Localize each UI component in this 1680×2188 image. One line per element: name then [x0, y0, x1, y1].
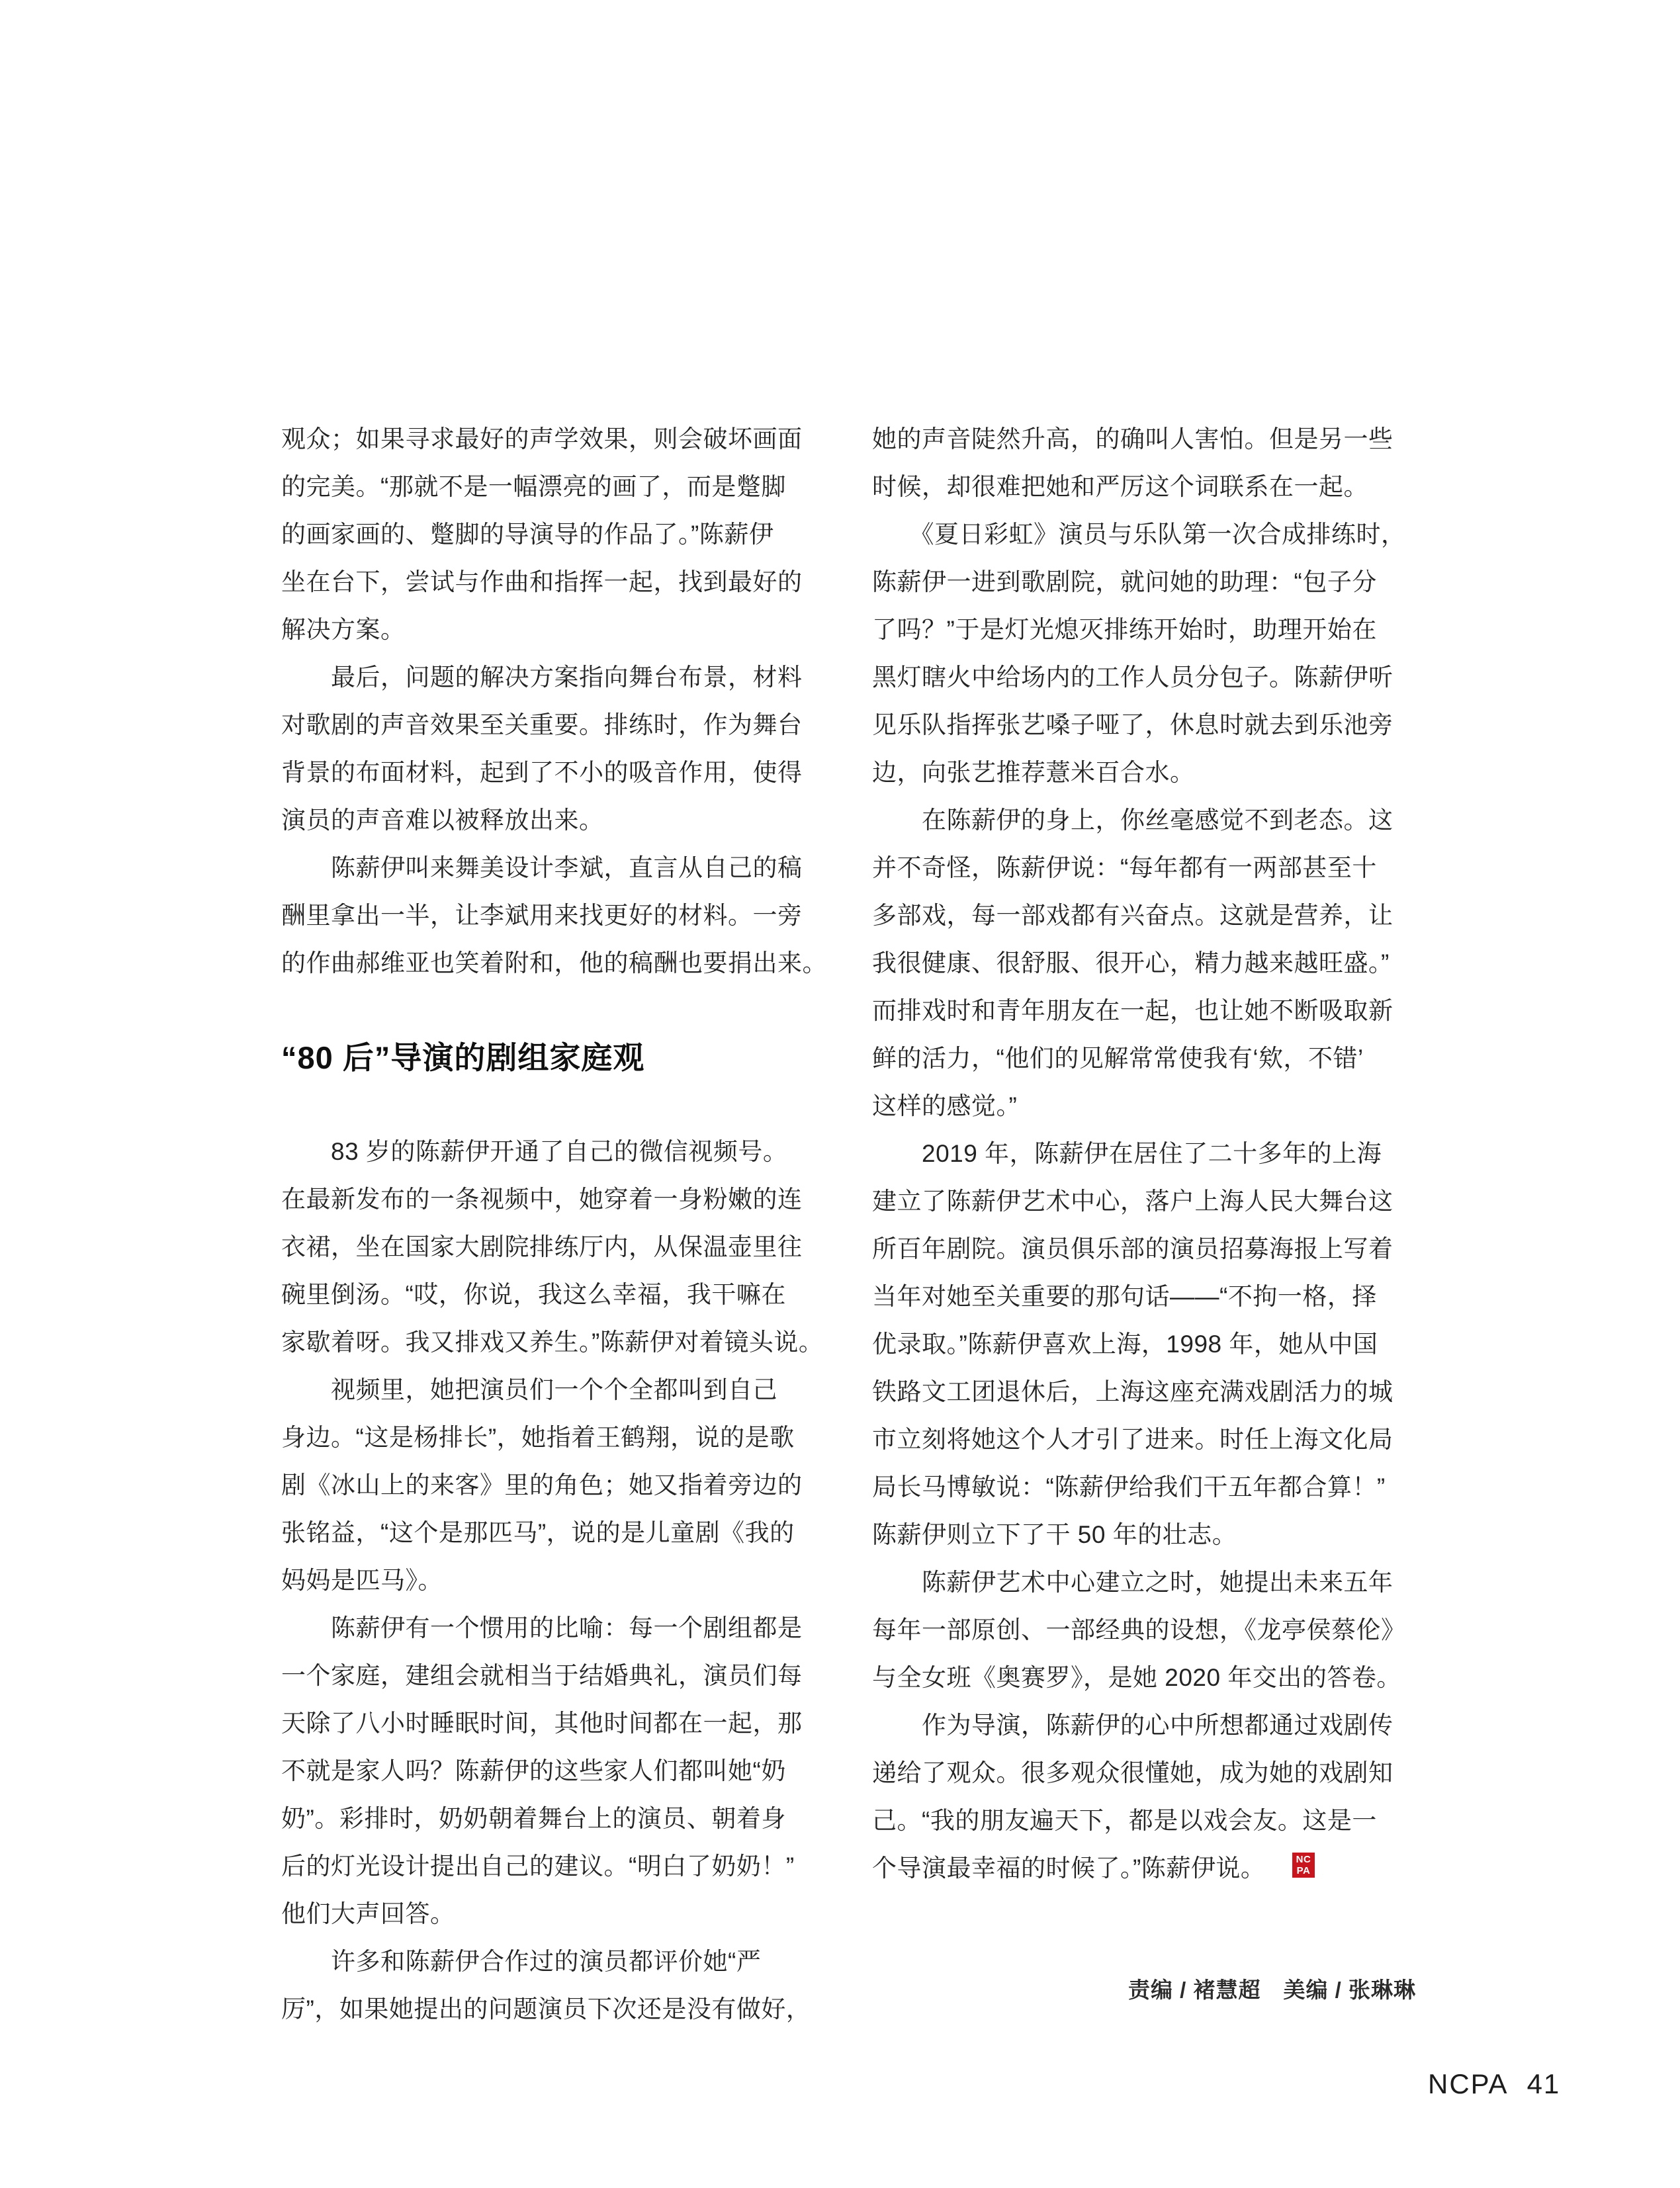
- text-line: 陈薪伊艺术中心建立之时，她提出未来五年: [872, 1569, 1393, 1596]
- text-line: 鲜的活力，“他们的见解常常使我有‘欸，不错’: [872, 1045, 1364, 1072]
- text-line: 每年一部原创、一部经典的设想，《龙亭侯蔡伦》: [872, 1616, 1406, 1643]
- page-number: 41: [1526, 2068, 1561, 2099]
- text-line: 坐在台下，尝试与作曲和指挥一起，找到最好的: [281, 568, 803, 595]
- text-line: 2019 年，陈薪伊在居住了二十多年的上海: [872, 1140, 1382, 1167]
- text-line: 递给了观众。很多观众很懂她，成为她的戏剧知: [872, 1759, 1393, 1786]
- text-line: 陈薪伊有一个惯用的比喻：每一个剧组都是: [281, 1614, 803, 1641]
- text-line: 最后，问题的解决方案指向舞台布景，材料: [281, 664, 803, 691]
- page-footer: [1428, 2068, 1560, 2100]
- text-line: 我很健康、很舒服、很开心，精力越来越旺盛。”: [872, 949, 1390, 977]
- text-line: 当年对她至关重要的那句话——“不拘一格，择: [872, 1283, 1377, 1310]
- text-line: 视频里，她把演员们一个个全都叫到自己: [281, 1376, 777, 1403]
- column-right-lines: [872, 416, 1418, 1892]
- text-line: 的画家画的、蹩脚的导演导的作品了。”陈薪伊: [281, 521, 774, 548]
- footer-brand: NCPA: [1428, 2068, 1509, 2099]
- text-line: 在陈薪伊的身上，你丝毫感觉不到老态。这: [872, 807, 1393, 834]
- text-line: 所百年剧院。演员俱乐部的演员招募海报上写着: [872, 1235, 1393, 1262]
- column-left: [281, 416, 827, 2033]
- text-line: 身边。“这是杨排长”，她指着王鹤翔，说的是歌: [281, 1424, 795, 1451]
- seal-line-2: PA: [1296, 1865, 1311, 1876]
- text-line: 时候，却很难把她和严厉这个词联系在一起。: [872, 473, 1368, 500]
- text-line: 局长马博敏说：“陈薪伊给我们干五年都合算！”: [872, 1473, 1386, 1501]
- text-line: 见乐队指挥张艺嗓子哑了，休息时就去到乐池旁: [872, 711, 1393, 738]
- text-line: 不就是家人吗？陈薪伊的这些家人们都叫她“奶: [281, 1757, 786, 1784]
- text-line: 作为导演，陈薪伊的心中所想都通过戏剧传: [872, 1712, 1393, 1739]
- text-line: 黑灯瞎火中给场内的工作人员分包子。陈薪伊听: [872, 664, 1393, 691]
- text-line: 与全女班《奥赛罗》，是她 2020 年交出的答卷。: [872, 1664, 1401, 1691]
- text-line: 天除了八小时睡眠时间，其他时间都在一起，那: [281, 1710, 803, 1737]
- text-line: 陈薪伊则立下了干 50 年的壮志。: [872, 1521, 1237, 1548]
- text-line: 建立了陈薪伊艺术中心，落户上海人民大舞台这: [872, 1188, 1393, 1215]
- text-line: 厉”，如果她提出的问题演员下次还是没有做好，: [281, 1995, 811, 2023]
- text-line: 酬里拿出一半，让李斌用来找更好的材料。一旁: [281, 902, 803, 929]
- section-heading: “80 后”导演的剧组家庭观: [281, 1040, 645, 1075]
- text-line: 她的声音陡然升高，的确叫人害怕。但是另一些: [872, 425, 1393, 453]
- text-line: 市立刻将她这个人才引了进来。时任上海文化局: [872, 1426, 1393, 1453]
- credits-line: 责编 / 褚慧超 美编 / 张琳琳: [1127, 1978, 1416, 2002]
- seal-line-1: NC: [1296, 1854, 1311, 1865]
- column-right: [872, 416, 1418, 1892]
- text-line: 背景的布面材料，起到了不小的吸音作用，使得: [281, 759, 803, 786]
- text-line: 多部戏，每一部戏都有兴奋点。这就是营养，让: [872, 902, 1393, 929]
- text-line: 家歇着呀。我又排戏又养生。”陈薪伊对着镜头说。: [281, 1329, 824, 1356]
- text-line: 这样的感觉。”: [872, 1092, 1018, 1119]
- text-line: 许多和陈薪伊合作过的演员都评价她“严: [281, 1948, 762, 1975]
- text-line: 了吗？”于是灯光熄灭排练开始时，助理开始在: [872, 616, 1377, 643]
- text-line: 陈薪伊叫来舞美设计李斌，直言从自己的稿: [281, 854, 803, 881]
- text-line: 衣裙，坐在国家大剧院排练厅内，从保温壶里往: [281, 1233, 803, 1260]
- text-line: 《夏日彩虹》演员与乐队第一次合成排练时，: [872, 521, 1406, 548]
- ncpa-end-seal-icon: [1292, 1853, 1315, 1878]
- text-line: 奶”。彩排时，奶奶朝着舞台上的演员、朝着身: [281, 1805, 786, 1832]
- column-left-bottom-lines: [281, 1128, 824, 2033]
- text-line: 妈妈是匹马》。: [281, 1567, 443, 1594]
- text-line: 观众；如果寻求最好的声学效果，则会破坏画面: [281, 425, 803, 453]
- text-line: 在最新发布的一条视频中，她穿着一身粉嫩的连: [281, 1186, 803, 1213]
- text-line: 张铭益，“这个是那匹马”，说的是儿童剧《我的: [281, 1519, 795, 1546]
- text-line: 演员的声音难以被释放出来。: [281, 807, 604, 834]
- text-line: 己。“我的朋友遍天下，都是以戏会友。这是一: [872, 1807, 1377, 1834]
- text-line: 铁路文工团退休后，上海这座充满戏剧活力的城: [872, 1378, 1393, 1405]
- text-line: 并不奇怪，陈薪伊说：“每年都有一两部甚至十: [872, 854, 1377, 881]
- column-left-top-lines: [281, 416, 827, 987]
- text-line: 解决方案。: [281, 616, 406, 643]
- text-line: 边，向张艺推荐薏米百合水。: [872, 759, 1195, 786]
- text-line: 对歌剧的声音效果至关重要。排练时，作为舞台: [281, 711, 803, 738]
- text-line: 后的灯光设计提出自己的建议。“明白了奶奶！”: [281, 1853, 795, 1880]
- text-line: 而排戏时和青年朋友在一起，也让她不断吸取新: [872, 997, 1393, 1024]
- text-line: 的作曲郝维亚也笑着附和，他的稿酬也要捐出来。: [281, 949, 827, 977]
- text-line: 他们大声回答。: [281, 1900, 455, 1927]
- text-line: 83 岁的陈薪伊开通了自己的微信视频号。: [281, 1138, 788, 1165]
- text-line: 剧《冰山上的来客》里的角色；她又指着旁边的: [281, 1471, 803, 1499]
- text-line: 优录取。”陈薪伊喜欢上海，1998 年，她从中国: [872, 1331, 1378, 1358]
- text-line: 个导演最幸福的时候了。”陈薪伊说。: [872, 1855, 1266, 1882]
- text-line: 一个家庭，建组会就相当于结婚典礼，演员们每: [281, 1662, 803, 1689]
- text-line: 碗里倒汤。“哎，你说，我这么幸福，我干嘛在: [281, 1281, 786, 1308]
- text-line: 陈薪伊一进到歌剧院，就问她的助理：“包子分: [872, 568, 1377, 595]
- text-line: 的完美。“那就不是一幅漂亮的画了，而是蹩脚: [281, 473, 786, 500]
